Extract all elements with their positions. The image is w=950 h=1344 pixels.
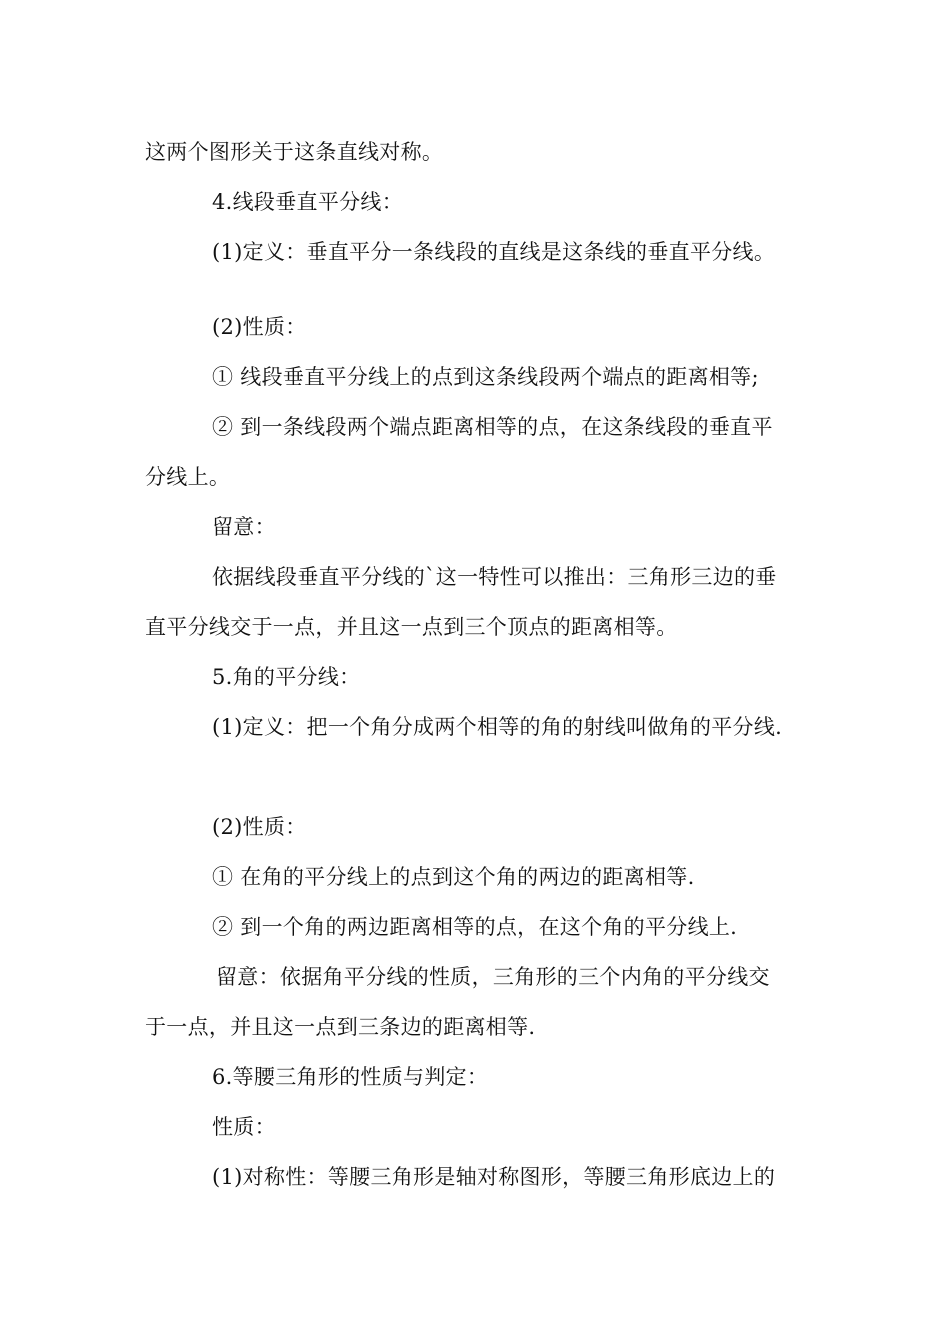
note-2-text-cont: 于一点，并且这一点到三条边的距离相等. [145, 1015, 536, 1039]
property-1-item-1: ① 线段垂直平分线上的点到这条线段两个端点的距离相等; [212, 365, 759, 389]
text-line-1: 这两个图形关于这条直线对称。 [145, 140, 444, 164]
heading-perpendicular-bisector: 4.线段垂直平分线： [212, 190, 404, 214]
property-2-item-2: ② 到一个角的两边距离相等的点，在这个角的平分线上. [212, 915, 738, 939]
heading-angle-bisector: 5.角的平分线： [212, 665, 361, 689]
note-heading-1: 留意： [212, 515, 276, 539]
property-heading-1: (2)性质： [212, 315, 307, 339]
property-1-item-2: ② 到一条线段两个端点距离相等的点，在这条线段的垂直平 [212, 415, 773, 439]
property-1-item-2-cont: 分线上。 [145, 465, 231, 489]
note-2-text: 留意：依据角平分线的性质，三角形的三个内角的平分线交 [216, 965, 770, 989]
property-heading-2: (2)性质： [212, 815, 307, 839]
note-1-text: 依据线段垂直平分线的`这一特性可以推出：三角形三边的垂 [212, 565, 777, 589]
definition-perpendicular-bisector: (1)定义：垂直平分一条线段的直线是这条线的垂直平分线。 [212, 240, 776, 264]
property-heading-3: 性质： [212, 1115, 276, 1139]
definition-angle-bisector: (1)定义：把一个角分成两个相等的角的射线叫做角的平分线. [212, 715, 783, 739]
heading-isosceles-triangle: 6.等腰三角形的性质与判定： [212, 1065, 489, 1089]
property-3-item-1: (1)对称性：等腰三角形是轴对称图形，等腰三角形底边上的 [212, 1165, 776, 1189]
note-1-text-cont: 直平分线交于一点，并且这一点到三个顶点的距离相等。 [145, 615, 678, 639]
property-2-item-1: ① 在角的平分线上的点到这个角的两边的距离相等. [212, 865, 695, 889]
